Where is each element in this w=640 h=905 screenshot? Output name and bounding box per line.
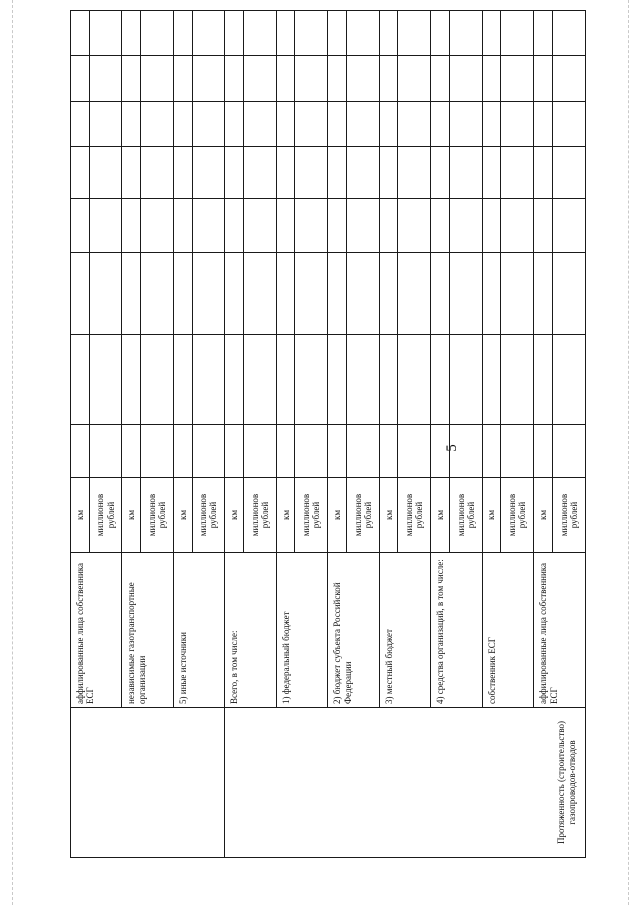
unit-rub: миллионов рублей xyxy=(295,478,328,553)
data-cell xyxy=(276,147,295,199)
data-cell xyxy=(192,253,225,335)
data-cell xyxy=(431,11,450,56)
unit-rub: миллионов рублей xyxy=(501,478,534,553)
data-cell xyxy=(244,253,277,335)
unit-rub: миллионов рублей xyxy=(552,478,585,553)
data-cell xyxy=(346,425,379,478)
data-cell xyxy=(398,11,431,56)
data-cell xyxy=(141,335,174,425)
unit-km: км xyxy=(534,478,553,553)
unit-rub: миллионов рублей xyxy=(346,478,379,553)
data-cell xyxy=(379,335,398,425)
data-cell xyxy=(379,199,398,253)
data-cell xyxy=(431,56,450,102)
data-cell xyxy=(379,425,398,478)
data-cell xyxy=(431,102,450,147)
data-cell xyxy=(71,335,90,425)
page-number: 5 xyxy=(444,444,460,452)
data-cell xyxy=(328,253,347,335)
data-cell xyxy=(552,56,585,102)
data-cell xyxy=(122,253,141,335)
unit-km: км xyxy=(482,478,501,553)
data-cell xyxy=(71,199,90,253)
data-cell xyxy=(173,147,192,199)
data-cell xyxy=(449,11,482,56)
data-cell xyxy=(276,425,295,478)
data-cell xyxy=(192,335,225,425)
data-cell xyxy=(192,199,225,253)
data-cell xyxy=(141,11,174,56)
data-cell xyxy=(192,56,225,102)
data-cell xyxy=(552,425,585,478)
data-cell xyxy=(225,102,244,147)
data-cell xyxy=(71,56,90,102)
data-cell xyxy=(398,102,431,147)
data-cell xyxy=(225,56,244,102)
data-cell xyxy=(552,335,585,425)
data-cell xyxy=(244,147,277,199)
data-cell xyxy=(173,253,192,335)
data-cell xyxy=(346,102,379,147)
data-cell xyxy=(398,147,431,199)
scan-edge-right xyxy=(628,0,630,905)
data-cell xyxy=(501,11,534,56)
data-cell xyxy=(534,335,553,425)
data-cell xyxy=(328,56,347,102)
data-cell xyxy=(122,102,141,147)
data-cell xyxy=(449,199,482,253)
data-cell xyxy=(295,253,328,335)
data-cell xyxy=(192,11,225,56)
unit-km: км xyxy=(328,478,347,553)
data-cell xyxy=(379,11,398,56)
data-cell xyxy=(122,199,141,253)
data-cell xyxy=(244,199,277,253)
data-cell xyxy=(328,335,347,425)
data-cell xyxy=(534,425,553,478)
data-cell xyxy=(482,11,501,56)
data-cell xyxy=(295,11,328,56)
data-cell xyxy=(141,102,174,147)
data-cell xyxy=(449,253,482,335)
data-cell xyxy=(482,102,501,147)
data-cell xyxy=(71,425,90,478)
data-cell xyxy=(552,253,585,335)
data-cell xyxy=(122,425,141,478)
data-cell xyxy=(141,253,174,335)
data-cell xyxy=(276,102,295,147)
data-cell xyxy=(276,199,295,253)
row-label-local: 3) местный бюджет xyxy=(379,553,430,708)
data-cell xyxy=(534,253,553,335)
data-cell xyxy=(295,147,328,199)
data-cell xyxy=(534,56,553,102)
data-cell xyxy=(276,11,295,56)
data-cell xyxy=(71,253,90,335)
data-cell xyxy=(398,253,431,335)
data-cell xyxy=(501,147,534,199)
row-label-other-sources: 5) иные источники xyxy=(173,553,224,708)
row-label-federal: 1) федеральный бюджет xyxy=(276,553,327,708)
data-cell xyxy=(122,147,141,199)
data-cell xyxy=(244,102,277,147)
data-cell xyxy=(379,56,398,102)
data-cell xyxy=(89,11,122,56)
data-cell xyxy=(276,335,295,425)
row-label-affiliates: аффилированные лица собственника ЕСГ xyxy=(71,553,122,708)
data-cell xyxy=(346,199,379,253)
data-cell xyxy=(89,56,122,102)
data-cell xyxy=(379,147,398,199)
data-cell xyxy=(71,11,90,56)
data-cell xyxy=(482,56,501,102)
data-cell xyxy=(501,199,534,253)
data-cell xyxy=(71,102,90,147)
data-cell xyxy=(225,147,244,199)
unit-km: км xyxy=(173,478,192,553)
data-cell xyxy=(276,56,295,102)
data-cell xyxy=(534,147,553,199)
data-cell xyxy=(244,335,277,425)
unit-km: км xyxy=(431,478,450,553)
data-cell xyxy=(328,425,347,478)
data-cell xyxy=(328,102,347,147)
data-cell xyxy=(431,199,450,253)
data-cell xyxy=(501,335,534,425)
data-cell xyxy=(295,425,328,478)
data-cell xyxy=(449,56,482,102)
data-cell xyxy=(346,147,379,199)
row-label-total: Всего, в том числе: xyxy=(225,553,276,708)
data-cell xyxy=(141,425,174,478)
scan-edge-left xyxy=(12,0,14,905)
unit-rub: миллионов рублей xyxy=(141,478,174,553)
row-label-esg-owner: собственник ЕСГ xyxy=(482,553,533,708)
data-cell xyxy=(398,199,431,253)
data-cell xyxy=(244,11,277,56)
unit-rub: миллионов рублей xyxy=(244,478,277,553)
data-cell xyxy=(431,425,450,478)
data-cell xyxy=(89,335,122,425)
data-cell xyxy=(328,147,347,199)
data-cell xyxy=(501,102,534,147)
data-cell xyxy=(328,11,347,56)
data-cell xyxy=(379,102,398,147)
data-cell xyxy=(534,102,553,147)
unit-km: км xyxy=(225,478,244,553)
data-cell xyxy=(295,56,328,102)
data-cell xyxy=(295,335,328,425)
data-cell xyxy=(449,425,482,478)
data-cell xyxy=(225,425,244,478)
data-cell xyxy=(141,56,174,102)
data-cell xyxy=(328,199,347,253)
data-cell xyxy=(449,102,482,147)
data-cell xyxy=(534,11,553,56)
data-cell xyxy=(482,425,501,478)
data-cell xyxy=(89,425,122,478)
data-cell xyxy=(295,199,328,253)
data-cell xyxy=(122,11,141,56)
row-label-organizations: 4) средства организаций, в том числе: xyxy=(431,553,482,708)
data-cell xyxy=(141,147,174,199)
data-cell xyxy=(346,11,379,56)
data-cell xyxy=(173,425,192,478)
second-param-cell: Протяженность (строительство) газопроводов-отводов xyxy=(225,708,586,858)
data-cell xyxy=(122,56,141,102)
data-cell xyxy=(482,147,501,199)
data-cell xyxy=(173,11,192,56)
data-cell xyxy=(482,199,501,253)
data-cell xyxy=(295,102,328,147)
data-cell xyxy=(552,102,585,147)
unit-rub: миллионов рублей xyxy=(89,478,122,553)
row-label-independent: независимые газотранспортные организации xyxy=(122,553,173,708)
data-cell xyxy=(192,147,225,199)
data-cell xyxy=(346,253,379,335)
data-cell xyxy=(192,425,225,478)
unit-rub: миллионов рублей xyxy=(398,478,431,553)
data-cell xyxy=(501,253,534,335)
data-cell xyxy=(398,425,431,478)
unit-rub: миллионов рублей xyxy=(449,478,482,553)
unit-km: км xyxy=(379,478,398,553)
data-cell xyxy=(173,102,192,147)
row-label-esg-affiliates: аффилированные лица собственника ЕСГ xyxy=(534,553,586,708)
funding-table xyxy=(70,10,586,858)
data-cell xyxy=(501,56,534,102)
data-cell xyxy=(225,253,244,335)
rotated-table-wrapper xyxy=(70,16,586,858)
data-cell xyxy=(89,102,122,147)
unit-km: км xyxy=(71,478,90,553)
data-cell xyxy=(225,11,244,56)
data-cell xyxy=(173,335,192,425)
data-cell xyxy=(379,253,398,335)
data-cell xyxy=(482,253,501,335)
data-cell xyxy=(173,199,192,253)
unit-km: км xyxy=(122,478,141,553)
data-cell xyxy=(398,335,431,425)
data-cell xyxy=(122,335,141,425)
data-cell xyxy=(482,335,501,425)
data-cell xyxy=(552,199,585,253)
first-param-cell xyxy=(71,708,225,858)
data-cell xyxy=(346,56,379,102)
data-cell xyxy=(501,425,534,478)
data-cell xyxy=(431,253,450,335)
data-cell xyxy=(192,102,225,147)
data-cell xyxy=(71,147,90,199)
data-cell xyxy=(244,56,277,102)
data-cell xyxy=(89,199,122,253)
unit-km: км xyxy=(276,478,295,553)
data-cell xyxy=(431,147,450,199)
data-cell xyxy=(552,11,585,56)
data-cell xyxy=(276,253,295,335)
data-cell xyxy=(398,56,431,102)
data-cell xyxy=(431,335,450,425)
data-cell xyxy=(552,147,585,199)
data-cell xyxy=(225,335,244,425)
data-cell xyxy=(89,253,122,335)
data-cell xyxy=(244,425,277,478)
data-cell xyxy=(449,335,482,425)
row-label-regional: 2) бюджет субъекта Российской Федерации xyxy=(328,553,379,708)
data-cell xyxy=(141,199,174,253)
data-cell xyxy=(173,56,192,102)
data-cell xyxy=(534,199,553,253)
data-cell xyxy=(89,147,122,199)
data-cell xyxy=(449,147,482,199)
data-cell xyxy=(346,335,379,425)
data-cell xyxy=(225,199,244,253)
unit-rub: миллионов рублей xyxy=(192,478,225,553)
